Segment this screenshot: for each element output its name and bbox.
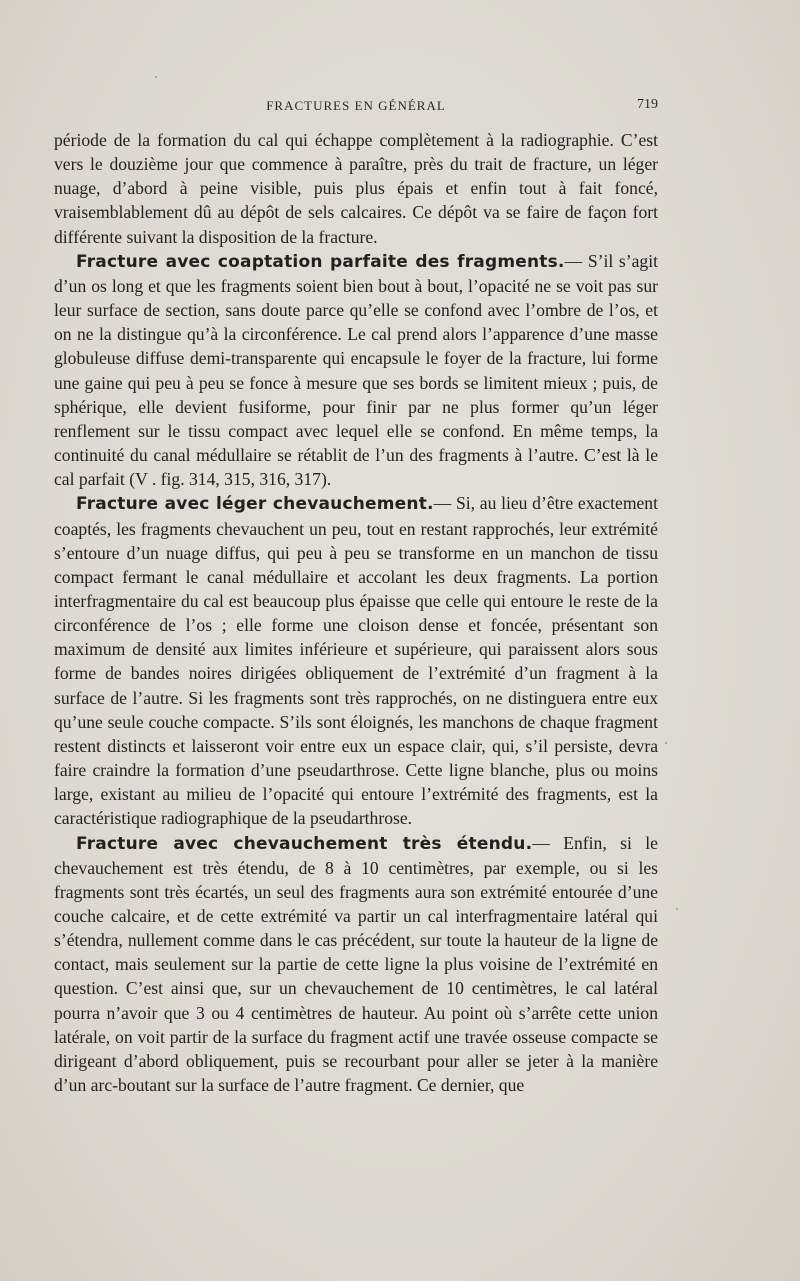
paragraph-text: — Si, au lieu d’être exactement coaptés, les fragments chevauchent un peu, tout en restant rapprochés, leur extrémité s’entoure d’un nuage diffus, qui peu à peu se transforme en un manchon de tissu compact fermant le canal médullaire et accolant les deux fragments. La portion interfragmentaire du cal est beaucoup plus épaisse que celle qui entoure le reste de la circonférence de l’os ; elle forme une cloison dense et foncée, présentant son maximum de densité aux limites inférieure et supérieure, qui paraissent alors sous forme de bandes noires dirigées obliquement de l’extrémité d’un fragment à la surface de l’autre. Si les fragments sont très rapprochés, on ne distinguera entre eux qu’une seule couche compacte. S’ils sont éloignés, les manchons de chaque fragment restent distincts et laisseront voir entre eux un espace clair, qui, s’il persiste, devra faire craindre la formation d’une pseudarthrose. Cette ligne blanche, plus ou moins large, existant au milieu de l’opacité qui entoure l’extrémité des fragments, est la caractéristique radiographique de la pseudarthrose.: [54, 493, 658, 829]
paragraph-coaptation: [54, 249, 658, 492]
paper-speck: [665, 742, 667, 744]
paragraph-text: période de la formation du cal qui échappe complètement à la radiographie. C’est vers le douzième jour que commence à paraître, près du trait de fracture, un léger nuage, d’abord à peine visible, puis plus épais et enfin tout à fait foncé, vraisemblablement dû au dépôt de sels calcaires. Ce dépôt va se faire de façon fort différente suivant la disposition de la fracture.: [54, 130, 658, 247]
section-heading: Fracture avec coaptation parfaite des fragments.: [76, 251, 565, 272]
paper-speck: [155, 76, 157, 78]
paragraph-text: — S’il s’agit d’un os long et que les fragments soient bien bout à bout, l’opacité ne se voit pas sur leur surface de section, sans doute parce qu’elle se confond avec l’ombre de l’os, et on ne la distingue qu’à la circonférence. Le cal prend alors l’apparence d’une masse globuleuse diffuse demi-transparente qui encapsule le foyer de la fracture, lui forme une gaine qui peu à peu se fonce à mesure que ses bords se limitent mieux ; puis, de sphérique, elle devient fusiforme, pour finir par ne plus former qu’un léger renflement sur le tissu compact avec lequel elle se confond. En même temps, la continuité du canal médullaire se rétablit de l’un des fragments à l’autre. C’est là le cal parfait (V . fig. 314, 315, 316, 317).: [54, 250, 658, 490]
paragraph-intro: [54, 128, 658, 249]
paragraph-leger-chevauchement: [54, 491, 658, 830]
section-heading: Fracture avec léger chevauchement.: [76, 494, 434, 515]
section-heading: Fracture avec chevauchement très étendu.: [76, 833, 533, 854]
page-number: 719: [637, 97, 658, 112]
paper-speck: [676, 908, 678, 910]
running-head: [54, 96, 658, 118]
running-title: FRACTURES EN GÉNÉRAL: [266, 98, 446, 113]
paragraph-text: — Enfin, si le chevauchement est très étendu, de 8 à 10 centimètres, par exemple, ou si les fragments sont très écartés, un seul des fragments aura son extrémité entourée d’une couche calcaire, et de cette extrémité va partir un cal interfragmentaire latéral qui s’étendra, nullement comme dans le cas précédent, sur toute la hauteur de la ligne de contact, mais seulement sur la partie de cette ligne la plus voisine de l’extrémité en question. C’est ainsi que, sur un chevauchement de 10 centimètres, le cal latéral pourra n’avoir que 3 ou 4 centimètres de hauteur. Au point où s’arrête cette union latérale, on voit partir de la surface du fragment actif une travée osseuse compacte se dirigeant d’abord obliquement, puis se recourbant pour aller se jeter à la manière d’un arc-boutant sur la surface de l’autre fragment. Ce dernier, que: [54, 832, 658, 1096]
body-text: [54, 128, 658, 1097]
paragraph-chevauchement-etendu: [54, 831, 658, 1098]
